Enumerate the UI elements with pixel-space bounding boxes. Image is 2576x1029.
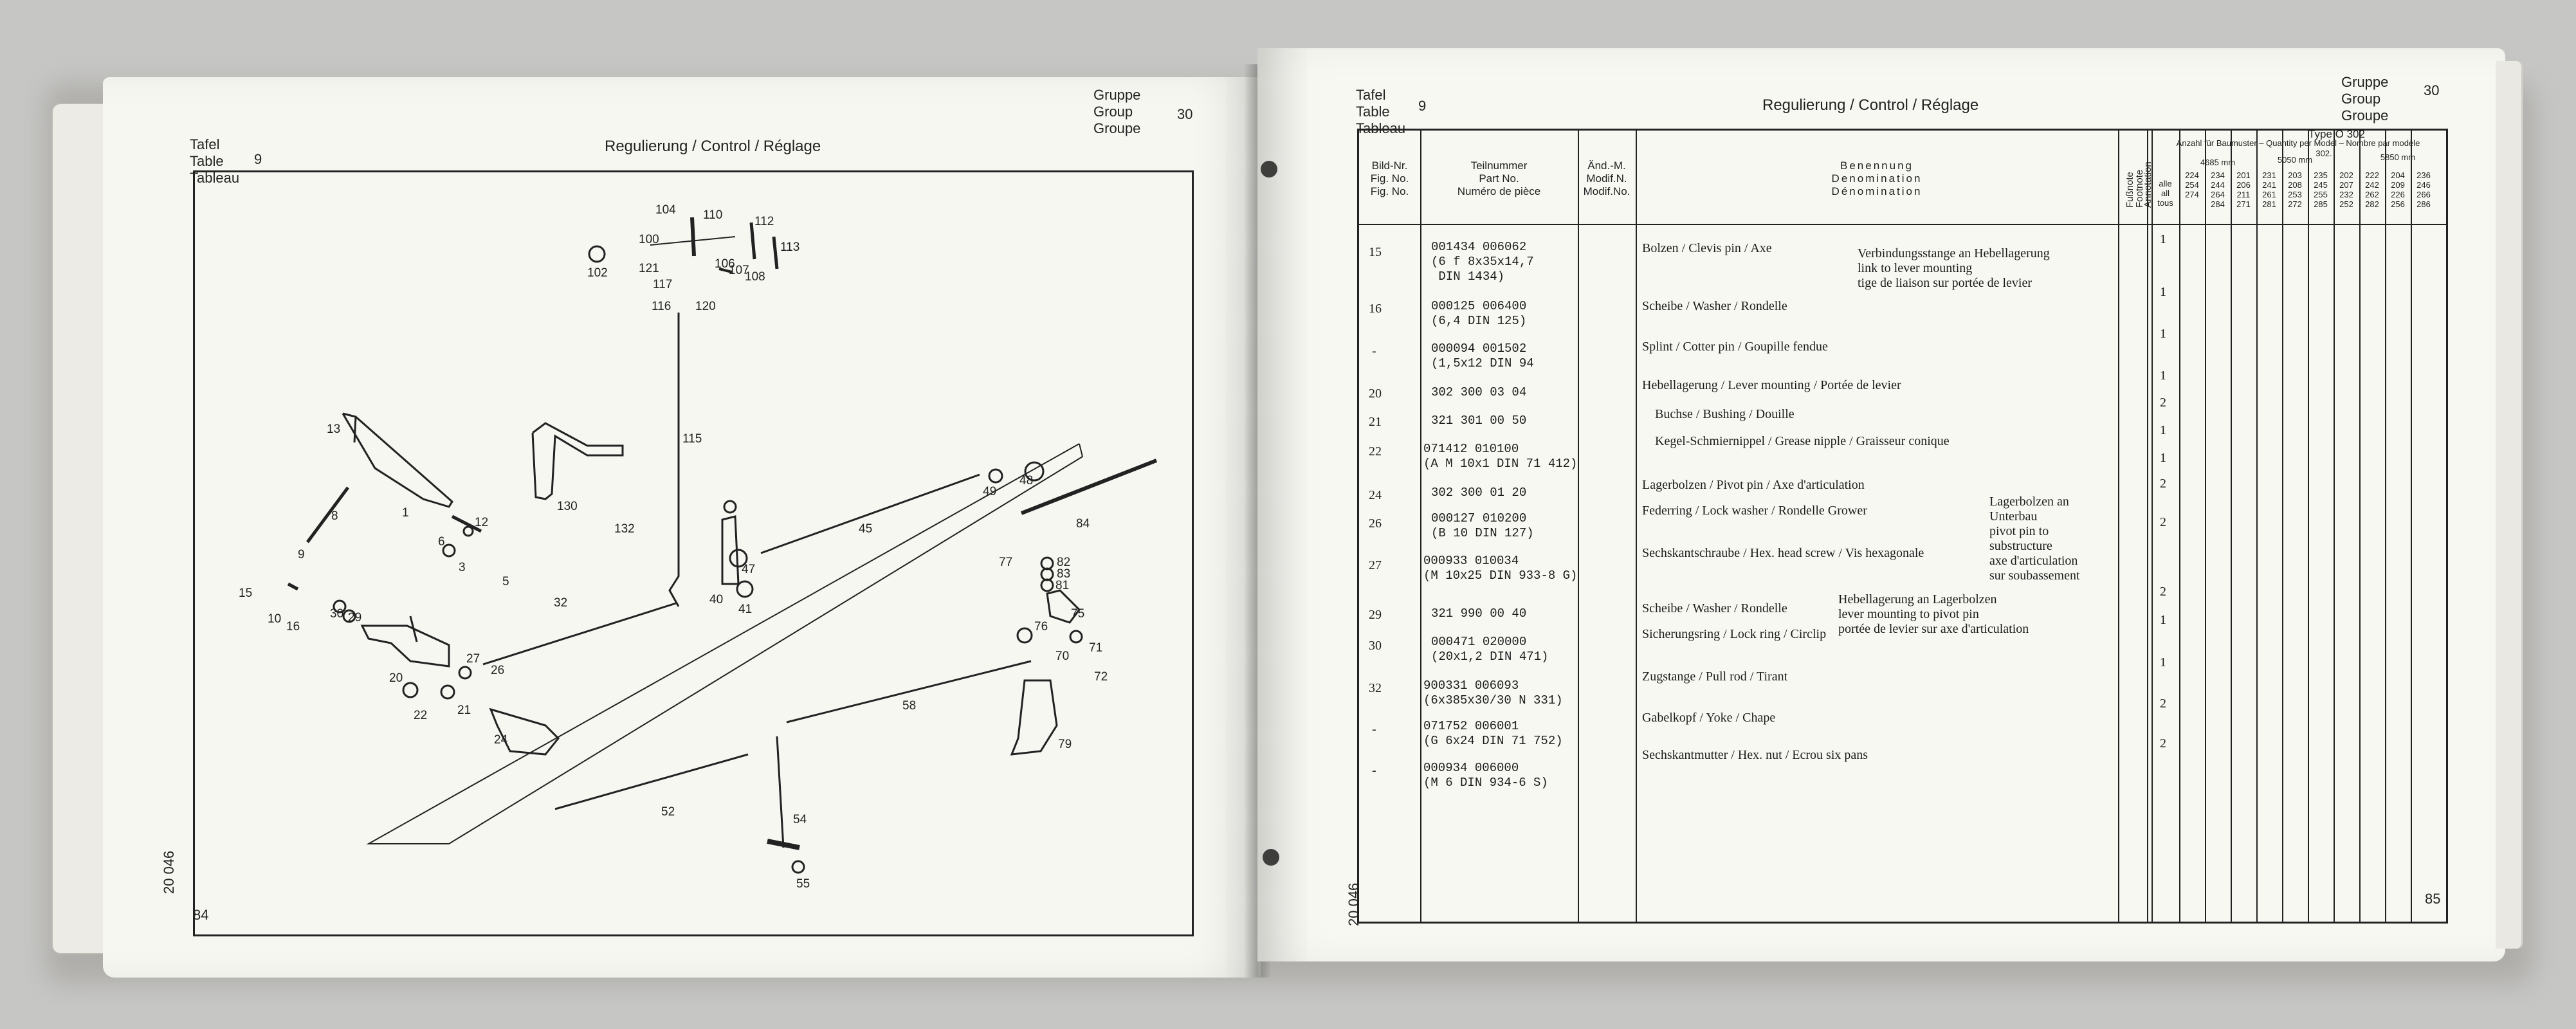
- callout-5: 5: [502, 575, 509, 588]
- col-divider: [1578, 131, 1579, 922]
- callout-71: 71: [1089, 641, 1103, 655]
- row-splint-qty: 1: [2160, 327, 2166, 341]
- model-col-8: [2359, 170, 2385, 209]
- col-divider: [1636, 131, 1637, 922]
- model-code: 241: [2262, 180, 2276, 190]
- row-22-fig: 22: [1369, 444, 1382, 459]
- callout-20: 20: [389, 671, 403, 685]
- row-yoke-denom: Gabelkopf / Yoke / Chape: [1642, 711, 1776, 725]
- row-21-qty: 1: [2160, 423, 2166, 437]
- model-code: 236: [2416, 170, 2431, 180]
- callout-130: 130: [557, 500, 578, 513]
- header-modif-line: Modif.N.: [1586, 172, 1627, 185]
- model-code: 256: [2391, 199, 2405, 209]
- row-30-part: 000471 020000 (20x1,2 DIN 471): [1431, 635, 1549, 664]
- right-table-number: 9: [1418, 98, 1427, 114]
- binder-hole-bottom: [1263, 849, 1279, 866]
- parts-list-table: [1357, 129, 2448, 924]
- callout-29: 29: [348, 611, 362, 624]
- row-16-part: 000125 006400 (6,4 DIN 125): [1431, 299, 1527, 328]
- callout-30: 30: [330, 607, 344, 621]
- model-col-10: [2411, 170, 2436, 209]
- row-16-denom: Scheibe / Washer / Rondelle: [1642, 299, 1787, 313]
- right-page-number: 85: [2425, 891, 2441, 907]
- col-divider: [2308, 131, 2309, 922]
- header-alle-tous: [2151, 179, 2179, 208]
- callout-58: 58: [902, 699, 917, 713]
- brace-note-pivot: Lagerbolzen an Unterbau pivot pin to substructure axe d'articulation sur soubassement: [1989, 495, 2080, 583]
- row-29-fig: 29: [1369, 608, 1382, 622]
- row-hexnut-qty: 2: [2160, 736, 2166, 751]
- row-bushing-qty: 2: [2160, 396, 2166, 410]
- diagram-drawing: [195, 172, 1192, 934]
- row-16-fig: 16: [1369, 302, 1382, 316]
- model-code: 203: [2288, 170, 2302, 180]
- model-code: 224: [2185, 170, 2199, 180]
- group-label: Group: [1093, 104, 1133, 120]
- callout-70: 70: [1055, 650, 1070, 663]
- header-footnote-2: Footnote: [2134, 169, 2145, 208]
- callout-121: 121: [639, 262, 659, 275]
- callout-52: 52: [661, 805, 675, 819]
- row-26-qty: 2: [2160, 515, 2166, 529]
- tafel-label: Tafel: [1356, 87, 1386, 103]
- left-page-number: 84: [193, 907, 209, 923]
- callout-116: 116: [652, 300, 671, 313]
- callout-55: 55: [796, 877, 810, 891]
- header-type: Type O 302: [2308, 128, 2365, 140]
- row-15-fig: 15: [1369, 245, 1382, 259]
- callout-32: 32: [554, 596, 568, 610]
- callout-79: 79: [1058, 738, 1072, 751]
- model-code: 244: [2211, 180, 2225, 190]
- groupe-label: Groupe: [2341, 107, 2389, 123]
- header-quantity-per-model: Anzahl für Baumuster – Quantity per Model – Nombre par modèle: [2176, 138, 2420, 148]
- row-29-qty: 2: [2160, 585, 2166, 599]
- model-col-6: [2308, 170, 2334, 209]
- callout-75: 75: [1071, 607, 1085, 621]
- model-code: 274: [2185, 190, 2199, 199]
- row-20-denom: Hebellagerung / Lever mounting / Portée de levier: [1642, 378, 1901, 392]
- col-divider: [2151, 131, 2153, 922]
- model-col-9: [2385, 170, 2411, 209]
- model-code: 272: [2288, 199, 2302, 209]
- header-denom-line: Denomination: [1831, 172, 1923, 185]
- left-page-title: Regulierung / Control / Réglage: [605, 138, 821, 155]
- callout-48: 48: [1019, 474, 1034, 487]
- header-part-line: Numéro de pièce: [1457, 185, 1541, 197]
- row-24-fig: 24: [1369, 488, 1382, 502]
- model-code: 252: [2339, 199, 2353, 209]
- header-part-no: [1420, 159, 1578, 198]
- model-code: 231: [2262, 170, 2276, 180]
- callout-77: 77: [999, 556, 1013, 569]
- header-denomination: [1636, 159, 2118, 198]
- page-stack-edge: [2496, 61, 2523, 949]
- binder-hole-top: [1261, 161, 1277, 178]
- model-code: 286: [2416, 199, 2431, 209]
- row-splint-denom: Splint / Cotter pin / Goupille fendue: [1642, 340, 1828, 354]
- callout-10: 10: [268, 612, 282, 626]
- header-model-302: 302.: [2316, 149, 2332, 158]
- row-32-denom: Zugstange / Pull rod / Tirant: [1642, 669, 1788, 684]
- callout-45: 45: [859, 522, 873, 536]
- row-32-part: 900331 006093 (6x385x30/30 N 331): [1423, 678, 1563, 707]
- callout-72: 72: [1094, 670, 1108, 684]
- model-code: 253: [2288, 190, 2302, 199]
- row-32-fig: 32: [1369, 681, 1382, 695]
- callout-22: 22: [414, 709, 428, 722]
- model-col-2: [2205, 170, 2231, 209]
- header-modif-line: Änd.-M.: [1587, 159, 1626, 172]
- header-footnote-3: Annotation: [2142, 161, 2153, 208]
- model-code: 235: [2314, 170, 2328, 180]
- row-22-part: 071412 010100 (A M 10x1 DIN 71 412): [1423, 442, 1578, 471]
- callout-81: 81: [1055, 579, 1070, 592]
- row-29-denom: Scheibe / Washer / Rondelle: [1642, 601, 1787, 615]
- col-divider: [2231, 131, 2232, 922]
- callout-labels: [239, 203, 1108, 891]
- col-divider: [2205, 131, 2206, 922]
- header-modif: [1578, 159, 1636, 198]
- model-code: 208: [2288, 180, 2302, 190]
- row-26-fig: 26: [1369, 516, 1382, 531]
- model-code: 207: [2339, 180, 2353, 190]
- header-fig-line: Fig. No.: [1370, 172, 1409, 185]
- row-27-denom: Sechskantschraube / Hex. head screw / Vis hexagonale: [1642, 546, 1924, 560]
- model-code: 262: [2365, 190, 2379, 199]
- table-label: Table: [1356, 104, 1390, 120]
- tableau-label: Tableau: [190, 170, 240, 186]
- model-code: 266: [2416, 190, 2431, 199]
- row-16-qty: 1: [2160, 285, 2166, 299]
- header-length-5850: 5850 mm: [2380, 152, 2416, 162]
- row-15-qty: 1: [2160, 232, 2166, 246]
- row-21-part: 321 301 00 50: [1431, 414, 1527, 428]
- left-side-code: 20 046: [161, 850, 177, 894]
- callout-27: 27: [466, 652, 480, 666]
- callout-8: 8: [331, 509, 338, 523]
- row-hexnut-denom: Sechskantmutter / Hex. nut / Ecrou six pans: [1642, 748, 1868, 762]
- row-30-denom: Sicherungsring / Lock ring / Circlip: [1642, 627, 1827, 641]
- model-code: 255: [2314, 190, 2328, 199]
- callout-40: 40: [709, 593, 724, 606]
- callout-15: 15: [239, 587, 253, 600]
- callout-112: 112: [754, 215, 774, 228]
- callout-113: 113: [780, 241, 800, 254]
- callout-120: 120: [695, 300, 716, 313]
- callout-49: 49: [983, 485, 997, 498]
- callout-9: 9: [298, 548, 305, 561]
- diagram-linework: [288, 217, 1156, 848]
- callout-132: 132: [614, 522, 635, 536]
- model-code: 245: [2314, 180, 2328, 190]
- row-32-qty: 1: [2160, 655, 2166, 669]
- table-label: Table: [190, 153, 224, 169]
- callout-21: 21: [457, 704, 471, 717]
- callout-100: 100: [639, 233, 659, 246]
- row-30-qty: 1: [2160, 613, 2166, 627]
- col-divider: [2411, 131, 2412, 922]
- left-table-number: 9: [254, 151, 262, 167]
- model-code: 204: [2391, 170, 2405, 180]
- model-code: 281: [2262, 199, 2276, 209]
- alle-line: alle: [2159, 179, 2172, 188]
- row-26-denom: Federring / Lock washer / Rondelle Grower: [1642, 504, 1867, 518]
- callout-6: 6: [438, 535, 445, 549]
- model-code: 232: [2339, 190, 2353, 199]
- model-code: 285: [2314, 199, 2328, 209]
- header-part-line: Teilnummer: [1470, 159, 1528, 172]
- right-gruppe-labels: [2341, 74, 2388, 124]
- group-label: Group: [2341, 91, 2381, 107]
- callout-106: 106: [715, 257, 735, 271]
- callout-3: 3: [459, 561, 466, 574]
- callout-104: 104: [655, 203, 676, 217]
- model-code: 284: [2211, 199, 2225, 209]
- model-code: 201: [2236, 170, 2251, 180]
- header-denom-line: Benennung: [1840, 159, 1914, 172]
- model-col-1: [2179, 170, 2205, 199]
- row-21-denom: Kegel-Schmiernippel / Grease nipple / Graisseur conique: [1655, 434, 1950, 448]
- callout-16: 16: [286, 620, 300, 633]
- model-code: 242: [2365, 180, 2379, 190]
- callout-110: 110: [703, 208, 723, 222]
- model-code: 261: [2262, 190, 2276, 199]
- callout-83: 83: [1057, 567, 1071, 581]
- row-24-part: 302 300 01 20: [1431, 486, 1527, 500]
- row-15-denom: Bolzen / Clevis pin / Axe: [1642, 241, 1772, 255]
- right-group-number: 30: [2424, 82, 2440, 98]
- header-denom-line: Dénomination: [1831, 185, 1923, 197]
- row-26-part: 000127 010200 (B 10 DIN 127): [1431, 511, 1534, 540]
- col-divider: [2334, 131, 2335, 922]
- callout-54: 54: [793, 813, 807, 826]
- row-yoke-fig: -: [1372, 722, 1376, 736]
- model-code: 226: [2391, 190, 2405, 199]
- model-col-4: [2256, 170, 2282, 209]
- gruppe-label: Gruppe: [1093, 87, 1141, 103]
- header-fig-line: Bild-Nr.: [1371, 159, 1408, 172]
- groupe-label: Groupe: [1093, 120, 1141, 136]
- row-splint-fig: -: [1372, 344, 1376, 358]
- alle-line: tous: [2157, 198, 2173, 208]
- right-side-code: 20 046: [1346, 882, 1362, 926]
- exploded-parts-diagram: [193, 170, 1194, 936]
- row-29-part: 321 990 00 40: [1431, 606, 1527, 621]
- callout-117: 117: [653, 278, 673, 291]
- col-divider: [2147, 131, 2148, 922]
- header-fig-line: Fig. No.: [1370, 185, 1409, 197]
- left-group-number: 30: [1177, 106, 1193, 122]
- header-footnote-1: Fußnote: [2124, 172, 2135, 208]
- row-yoke-qty: 2: [2160, 697, 2166, 711]
- alle-line: all: [2160, 188, 2170, 198]
- col-divider: [2359, 131, 2361, 922]
- brace-note-link: Verbindungsstange an Hebellagerung link to lever mounting tige de liaison sur portée de levier: [1858, 246, 2050, 290]
- callout-102: 102: [587, 266, 608, 280]
- header-fig-no: [1359, 159, 1420, 198]
- model-code: 264: [2211, 190, 2225, 199]
- header-modif-line: Modif.No.: [1583, 185, 1631, 197]
- model-col-3: [2231, 170, 2256, 209]
- header-part-line: Part No.: [1479, 172, 1519, 185]
- model-code: 206: [2236, 180, 2251, 190]
- model-code: 271: [2236, 199, 2251, 209]
- row-30-fig: 30: [1369, 639, 1382, 653]
- callout-13: 13: [327, 423, 341, 436]
- model-code: 202: [2339, 170, 2353, 180]
- row-bushing-denom: Buchse / Bushing / Douille: [1655, 407, 1795, 421]
- callout-108: 108: [745, 270, 765, 284]
- gruppe-label: Gruppe: [2341, 74, 2389, 90]
- model-code: 254: [2185, 180, 2199, 190]
- callout-107: 107: [729, 264, 749, 277]
- callout-47: 47: [742, 563, 756, 576]
- col-divider: [2256, 131, 2258, 922]
- row-22-qty: 1: [2160, 451, 2166, 465]
- brace-note-lever: Hebellagerung an Lagerbolzen lever mounting to pivot pin portée de levier sur axe d'articulation: [1838, 592, 2029, 636]
- tableau-label: Tableau: [1356, 120, 1406, 136]
- row-20-fig: 20: [1369, 387, 1382, 401]
- callout-115: 115: [682, 432, 702, 446]
- callout-84: 84: [1076, 517, 1090, 531]
- header-length-5050: 5050 mm: [2277, 155, 2313, 165]
- callout-41: 41: [738, 603, 753, 616]
- row-hexnut-fig: -: [1372, 763, 1376, 778]
- tafel-label: Tafel: [190, 136, 220, 152]
- col-divider: [2179, 131, 2180, 922]
- callout-12: 12: [475, 516, 489, 529]
- row-20-part: 302 300 03 04: [1431, 385, 1527, 399]
- callout-82: 82: [1057, 556, 1071, 569]
- right-page-title: Regulierung / Control / Réglage: [1762, 96, 1979, 114]
- row-24-qty: 2: [2160, 477, 2166, 491]
- col-divider: [2118, 131, 2119, 922]
- header-divider: [1359, 224, 2446, 225]
- row-24-denom: Lagerbolzen / Pivot pin / Axe d'articulation: [1642, 478, 1865, 492]
- model-code: 246: [2416, 180, 2431, 190]
- model-col-7: [2334, 170, 2359, 209]
- model-code: 211: [2236, 190, 2251, 199]
- callout-76: 76: [1034, 620, 1048, 633]
- row-splint-part: 000094 001502 (1,5x12 DIN 94: [1431, 341, 1534, 370]
- model-code: 222: [2365, 170, 2379, 180]
- left-gruppe-labels: [1093, 87, 1140, 137]
- col-divider: [1420, 131, 1421, 922]
- model-col-5: [2282, 170, 2308, 209]
- row-yoke-part: 071752 006001 (G 6x24 DIN 71 752): [1423, 719, 1563, 748]
- model-code: 209: [2391, 180, 2405, 190]
- header-length-4685: 4685 mm: [2200, 158, 2236, 167]
- model-code: 282: [2365, 199, 2379, 209]
- row-hexnut-part: 000934 006000 (M 6 DIN 934-6 S): [1423, 761, 1548, 790]
- row-27-fig: 27: [1369, 558, 1382, 572]
- row-21-fig: 21: [1369, 415, 1382, 429]
- row-27-part: 000933 010034 (M 10x25 DIN 933-8 G): [1423, 554, 1578, 583]
- callout-1: 1: [402, 506, 409, 520]
- row-15-part: 001434 006062 (6 f 8x35x14,7 DIN 1434): [1431, 240, 1534, 284]
- callout-26: 26: [491, 664, 505, 677]
- row-20-qty: 1: [2160, 369, 2166, 383]
- col-divider: [2282, 131, 2283, 922]
- model-code: 234: [2211, 170, 2225, 180]
- col-divider: [2385, 131, 2386, 922]
- callout-24: 24: [494, 733, 508, 747]
